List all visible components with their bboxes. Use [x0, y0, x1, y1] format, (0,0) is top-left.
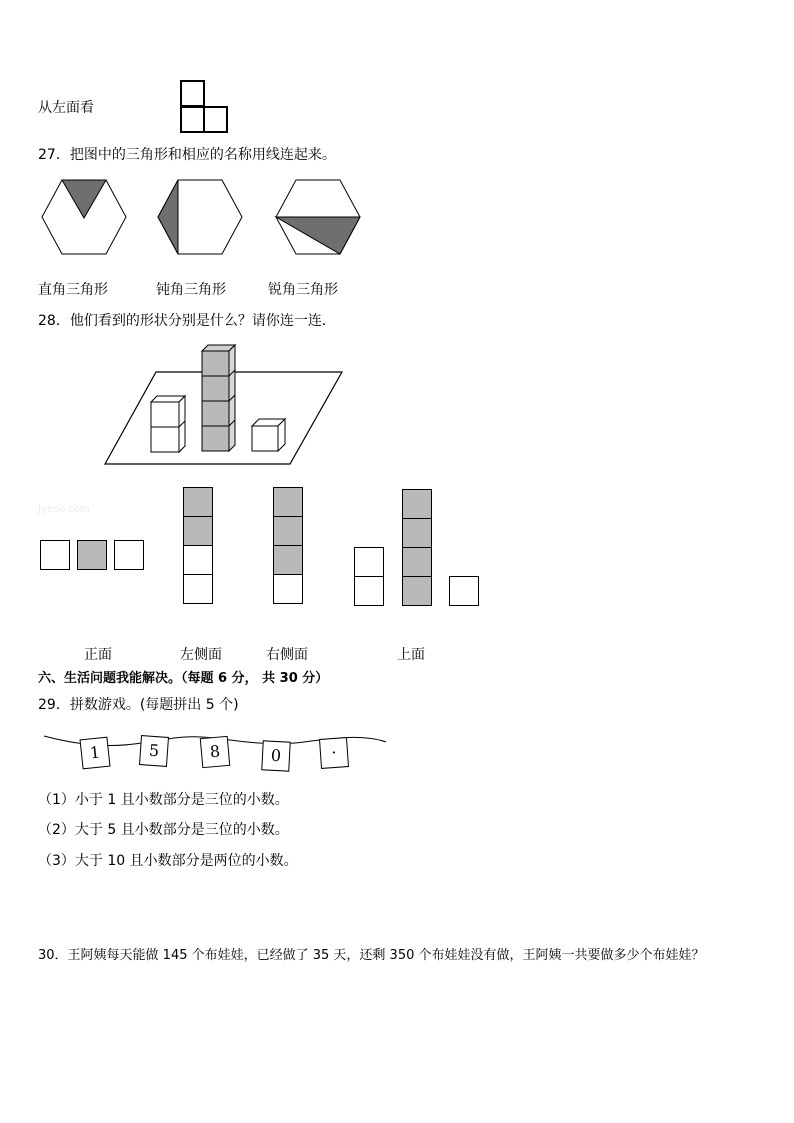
hexagon-figure-2 — [156, 179, 246, 255]
q29-item-2: （2）大于 5 且小数部分是三位的小数。 — [38, 822, 289, 838]
view-label-right: 右侧面 — [266, 647, 308, 663]
q29-item-3: （3）大于 10 且小数部分是两位的小数。 — [38, 853, 298, 869]
card-text: 1 — [88, 742, 102, 763]
cube-stack-scene — [104, 342, 354, 472]
view-label-left: 左侧面 — [180, 647, 222, 663]
card-text: · — [330, 742, 338, 763]
left-view-figure — [181, 81, 229, 135]
card-text: 8 — [209, 741, 221, 762]
number-card-0 — [261, 740, 291, 771]
watermark: Jyeoo.com — [38, 504, 90, 515]
view-option-row — [40, 540, 146, 571]
name-acute-triangle: 锐角三角形 — [268, 282, 338, 298]
number-card-1 — [80, 737, 111, 770]
q27-prompt: 27．把图中的三角形和相应的名称用线连起来。 — [38, 147, 336, 163]
card-text: 0 — [270, 745, 282, 766]
number-card-8 — [200, 736, 231, 768]
hexagon-figure-1 — [40, 179, 130, 255]
left-view-label: 从左面看 — [38, 100, 94, 116]
obtuse-triangle-shape — [158, 180, 178, 254]
q28-prompt: 28．他们看到的形状分别是什么？请你连一连． — [38, 313, 336, 329]
section-6-title: 六、生活问题我能解决。（每题 6 分， 共 30 分） — [38, 671, 329, 686]
number-card-dot — [319, 737, 349, 769]
q29-item-1: （1）小于 1 且小数部分是三位的小数。 — [38, 792, 289, 808]
card-text: 5 — [148, 740, 160, 761]
number-card-5 — [139, 735, 169, 767]
view-option-front-profile — [354, 489, 484, 609]
view-label-top: 上面 — [397, 647, 425, 663]
view-option-column-b — [273, 487, 304, 607]
view-label-front: 正面 — [84, 647, 112, 663]
hexagon-figure-3 — [274, 179, 364, 255]
view-option-column-a — [183, 487, 214, 607]
name-right-triangle: 直角三角形 — [38, 282, 108, 298]
q30-prompt: 30．王阿姨每天能做 145 个布娃娃，已经做了 35 天，还剩 350 个布娃娃没有做，王阿姨一共要做多少个布娃娃？ — [38, 948, 705, 963]
q29-prompt: 29．拼数游戏。(每题拼出 5 个) — [38, 697, 239, 713]
name-obtuse-triangle: 钝角三角形 — [156, 282, 226, 298]
